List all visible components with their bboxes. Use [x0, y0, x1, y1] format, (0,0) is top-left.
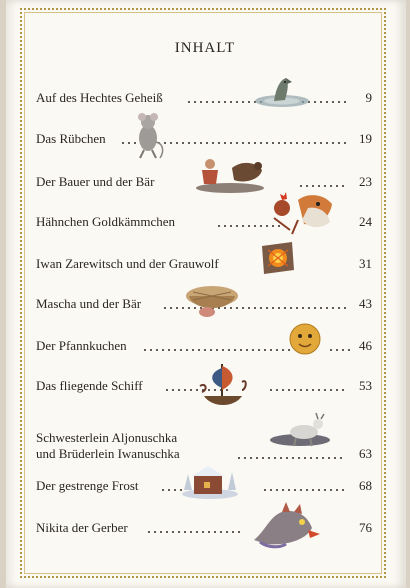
firebird-icon: [258, 240, 296, 276]
flying-ship-icon: [198, 356, 248, 410]
dot-leader: [236, 457, 346, 459]
entry-page: 46: [359, 338, 372, 353]
dot-leader: [328, 349, 350, 351]
rooster-fox-icon: [268, 190, 340, 236]
page-title: INHALT: [174, 40, 236, 56]
dot-leader: [146, 531, 242, 533]
entry-title: [36, 430, 180, 462]
peasant-bear-icon: [192, 154, 268, 194]
entry-page: 31: [359, 256, 372, 271]
goat-icon: [268, 412, 332, 448]
mouse-icon: [130, 112, 166, 160]
entry-title: Der gestrenge Frost: [36, 478, 139, 493]
entry-page: 23: [359, 174, 372, 189]
entry-title: Das Rübchen: [36, 131, 106, 146]
entry-title: Mascha und der Bär: [36, 296, 142, 311]
pike-icon: [252, 76, 310, 108]
entry-page: 63: [359, 446, 372, 461]
entry-title: Iwan Zarewitsch und der Grauwolf: [36, 256, 219, 271]
entry-page: 24: [359, 214, 372, 229]
dot-leader: [268, 389, 346, 391]
entry-title: Nikita der Gerber: [36, 520, 128, 535]
dot-leader: [262, 489, 346, 491]
snowy-hut-icon: [180, 460, 240, 500]
basket-icon: [183, 282, 241, 318]
dot-leader: [298, 185, 348, 187]
entry-title: Hähnchen Goldkämmchen: [36, 214, 175, 229]
entry-page: 53: [359, 378, 372, 393]
dragon-icon: [246, 500, 322, 550]
entry-title: Der Pfannkuchen: [36, 338, 127, 353]
toc-entry[interactable]: [36, 252, 372, 272]
entry-title: Auf des Hechtes Geheiß: [36, 90, 163, 105]
toc-entry[interactable]: [36, 86, 372, 106]
entry-title-line1: Schwesterlein Aljonuschka: [36, 430, 178, 445]
pancake-face-icon: [288, 322, 322, 356]
entry-title: Das fliegende Schiff: [36, 378, 143, 393]
entry-page: 9: [365, 90, 372, 105]
entry-page: 76: [359, 520, 372, 535]
dot-leader: [348, 267, 350, 269]
entry-title: Der Bauer und der Bär: [36, 174, 155, 189]
entry-page: 68: [359, 478, 372, 493]
entry-page: 43: [359, 296, 372, 311]
entry-title-line2: und Brüderlein Iwanuschka: [36, 446, 180, 461]
entry-page: 19: [359, 131, 372, 146]
toc-entry[interactable]: [36, 127, 372, 147]
dot-leader: [160, 489, 182, 491]
dot-leader: [142, 349, 292, 351]
